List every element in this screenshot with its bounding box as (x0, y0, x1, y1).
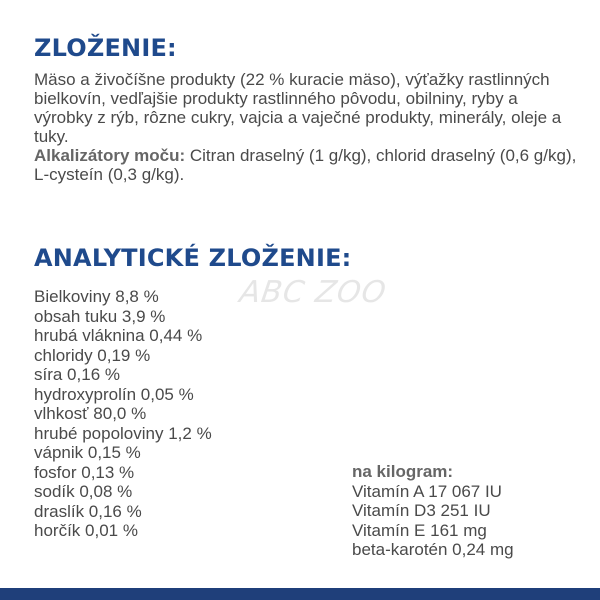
list-item: sodík 0,08 % (34, 482, 133, 501)
list-item: vápnik 0,15 % (34, 443, 141, 462)
list-item: vlhkosť 80,0 % (34, 404, 147, 423)
urine-alkalizers-text: Citran draselný (1 g/kg), chlorid draselný (0,6 g/kg), L-cysteín (0,3 g/kg). (34, 146, 577, 184)
list-item: Bielkoviny 8,8 % (34, 287, 159, 306)
urine-alkalizers-label: Alkalizátory moču: (34, 146, 186, 165)
list-item: horčík 0,01 % (34, 521, 138, 540)
list-item: Vitamín A 17 067 IU (352, 481, 502, 501)
list-item: Vitamín E 161 mg (352, 520, 487, 540)
list-item: síra 0,16 % (34, 365, 120, 384)
list-item: draslík 0,16 % (34, 501, 142, 521)
bottom-bar (0, 588, 600, 600)
list-item: obsah tuku 3,9 % (34, 306, 166, 326)
analytical-list (34, 287, 212, 541)
list-item: chloridy 0,19 % (34, 345, 151, 365)
list-item: hrubé popoloviny 1,2 % (34, 423, 212, 443)
list-item: Vitamín D3 251 IU (352, 501, 491, 520)
list-item: hrubá vláknina 0,44 % (34, 326, 203, 345)
vitamins-heading: na kilogram: (352, 462, 454, 481)
analytical-heading: ANALYTICKÉ ZLOŽENIE: (34, 244, 352, 272)
list-item: hydroxyprolín 0,05 % (34, 384, 194, 404)
composition-text (34, 70, 579, 184)
vitamins-list (352, 462, 514, 560)
composition-ingredients: Mäso a živočíšne produkty (22 % kuracie mäso), výťažky rastlinných bielkovín, vedľajšie produkty rastlinného pôvodu, obilniny, ryby a výrobky z rýb, rôzne cukry, vajcia a vaječné produkty, minerály, oleje a tuky. (34, 70, 562, 146)
list-item: beta-karotén 0,24 mg (352, 540, 514, 559)
watermark: ABC ZOO (237, 275, 389, 310)
composition-heading: ZLOŽENIE: (34, 34, 177, 62)
list-item: fosfor 0,13 % (34, 462, 135, 482)
